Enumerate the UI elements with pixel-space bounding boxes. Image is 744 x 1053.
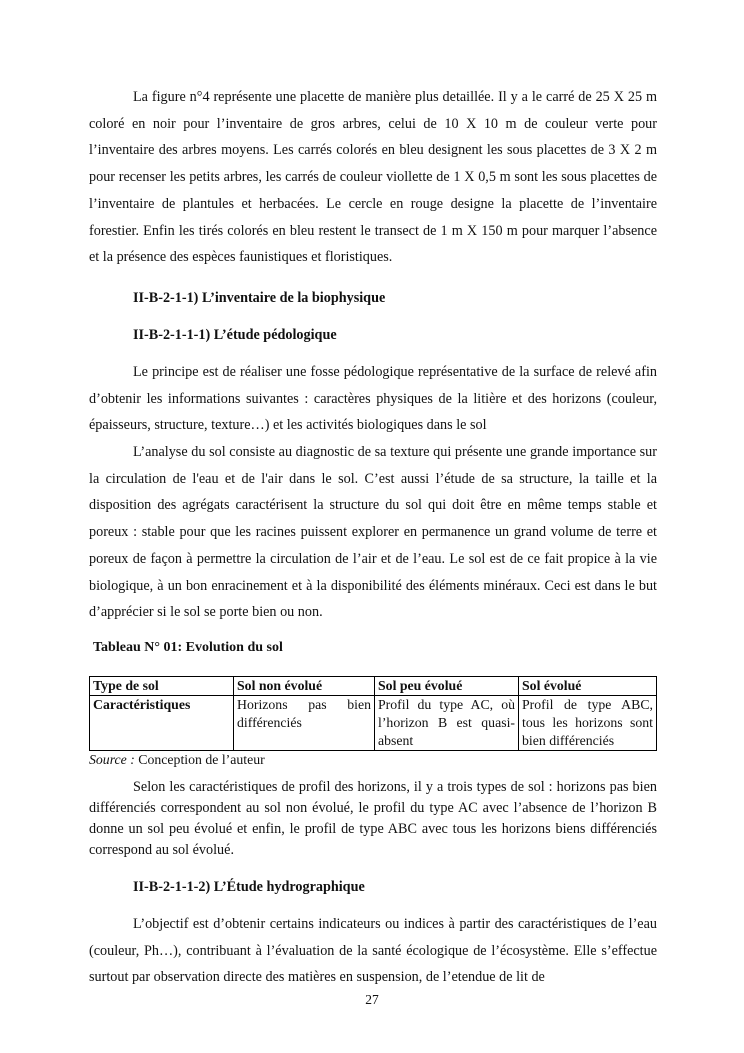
heading-etude-pedologique: II-B-2-1-1-1) L’étude pédologique — [133, 326, 337, 343]
table-row — [90, 695, 657, 750]
page-number: 27 — [365, 992, 379, 1007]
paragraph-principe: Le principe est de réaliser une fosse pédologique représentative de la surface de relevé afin d’obtenir les informations suivantes : caractères physiques de la litière et des horizons (couleur, épaisseurs, structure, texture…) et les activités biologiques dans le sol — [89, 363, 657, 434]
table-cell: Profil de type ABC, tous les horizons sont bien différenciés — [519, 695, 657, 750]
paragraph-analyse-sol: L’analyse du sol consiste au diagnostic de sa texture qui présente une grande importance sur la circulation de l'eau et de l'air dans le sol. C’est aussi l’étude de sa structure, la taille et la disposition des agrégats caractérisent la structure du sol qui doit être en même temps stable et poreux : stable pour que les racines puissent explorer en permanence un grand volume de terre et poreux de façon à permettre la circulation de l’air et de l’eau. Le sol est de ce fait propice à la vie biologique, à un bon enracinement et à la disponibilité des éléments minéraux. Ceci est dans le but d’apprécier si le sol se porte bien ou non. — [89, 444, 657, 621]
source-label: Source : — [89, 751, 135, 767]
table-header-cell: Sol peu évolué — [375, 676, 519, 695]
page-content — [89, 84, 657, 991]
table-header-cell: Type de sol — [90, 676, 234, 695]
table-cell: Profil du type AC, où l’horizon B est quasi-absent — [375, 695, 519, 750]
paragraph-figure-description: La figure n°4 représente une placette de manière plus detaillée. Il y a le carré de 25 X 25 m coloré en noir pour l’inventaire de gros arbres, celui de 10 X 10 m de couleur verte pour l’inventaire des arbres moyens. Les carrés colorés en bleu designent les sous placettes de 3 X 2 m pour recenser les petits arbres, les carrés de couleur viollette de 1 X 0,5 m sont les sous placettes de l’inventaire de plantules et herbacées. Le cercle en rouge designe la placette de l’inventaire forestier. Enfin les tirés colorés en bleu restent le transect de 1 m X 150 m pour marquer l’absence et la présence des espèces faunistiques et floristiques. — [89, 89, 657, 266]
paragraph-objectif: L’objectif est d’obtenir certains indicateurs ou indices à partir des caractéristiques de l’eau (couleur, Ph…), contribuant à l’évaluation de la santé écologique de l’écosystème. Elle s’effectue surtout par observation directe des matières en suspension, de l’etendue de lit de — [89, 915, 657, 986]
table-header-cell: Sol évolué — [519, 676, 657, 695]
table-caption: Tableau N° 01: Evolution du sol — [93, 639, 283, 655]
table-row-label: Caractéristiques — [90, 695, 234, 750]
table-source — [89, 751, 657, 769]
soil-evolution-table — [89, 676, 657, 751]
paragraph-types-sol: Selon les caractéristiques de profil des horizons, il y a trois types de sol : horizons pas bien différenciés correspondent au sol non évolué, le profil du type AC avec l’absence de l’horizon B donne un sol peu évolué et enfin, le profil de type ABC avec tous les horizons biens différenciés correspond au sol évolué. — [89, 778, 657, 858]
heading-biophysique: II-B-2-1-1) L’inventaire de la biophysique — [133, 289, 386, 306]
heading-etude-hydrographique: II-B-2-1-1-2) L’Étude hydrographique — [133, 878, 365, 895]
source-text: Conception de l’auteur — [134, 751, 265, 767]
table-header-cell: Sol non évolué — [234, 676, 375, 695]
table-cell: Horizons pas bien différenciés — [234, 695, 375, 750]
table-header-row — [90, 676, 657, 695]
